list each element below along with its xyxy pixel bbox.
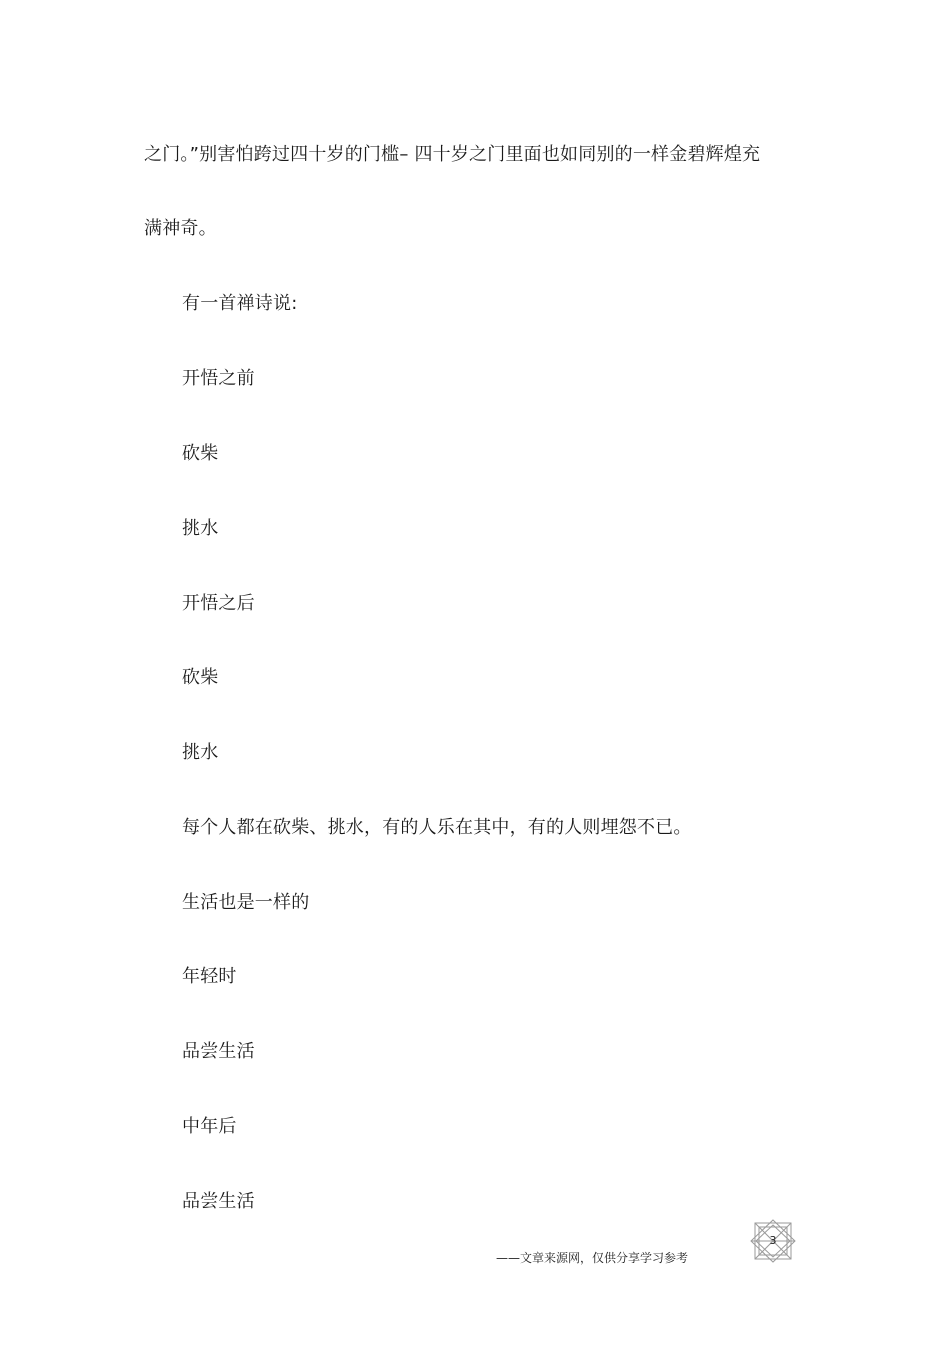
reflection-line: 每个人都在砍柴、挑水，有的人乐在其中，有的人则埋怨不已。 bbox=[182, 817, 692, 838]
paragraph-line-2: 满神奇。 bbox=[144, 218, 217, 239]
life-line: 中年后 bbox=[182, 1116, 237, 1137]
poem-line: 开悟之后 bbox=[182, 593, 255, 614]
poem-line: 砍柴 bbox=[182, 667, 219, 688]
life-line: 品尝生活 bbox=[182, 1191, 255, 1212]
life-line: 生活也是一样的 bbox=[182, 892, 310, 913]
poem-line: 开悟之前 bbox=[182, 368, 255, 389]
page-number: 3 bbox=[769, 1234, 777, 1247]
footer-source-note: ——文章来源网，仅供分享学习参考 bbox=[496, 1251, 689, 1265]
poem-line: 砍柴 bbox=[182, 443, 219, 464]
poem-line: 挑水 bbox=[182, 518, 219, 539]
life-line: 品尝生活 bbox=[182, 1041, 255, 1062]
life-line: 年轻时 bbox=[182, 966, 237, 987]
poem-line: 挑水 bbox=[182, 742, 219, 763]
page-number-badge bbox=[749, 1219, 797, 1263]
paragraph-line-1: 之门。”别害怕跨过四十岁的门槛– 四十岁之门里面也如同别的一样金碧辉煌充 bbox=[144, 144, 761, 165]
poem-intro: 有一首禅诗说: bbox=[182, 293, 298, 314]
